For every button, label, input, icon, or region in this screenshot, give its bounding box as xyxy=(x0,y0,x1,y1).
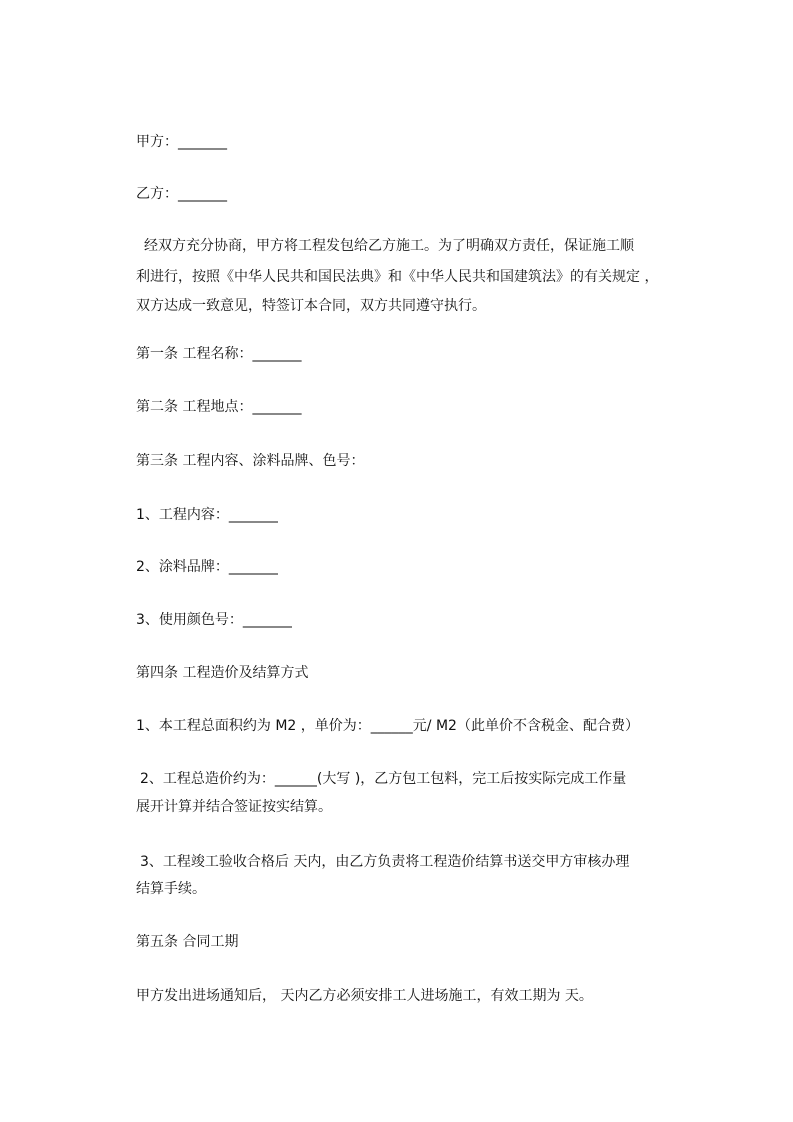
article-4-item-1: 1、本工程总面积约为 M2 ，单价为：______元/ M2（此单价不含税金、配合费） xyxy=(136,718,639,734)
article-1-project-name: 第一条 工程名称：_______ xyxy=(136,346,302,362)
preamble-line-1: 经双方充分协商，甲方将工程发包给乙方施工。为了明确双方责任，保证施工顺 xyxy=(144,238,634,254)
party-a-line: 甲方：_______ xyxy=(136,134,227,150)
article-2-project-location: 第二条 工程地点：_______ xyxy=(136,399,302,415)
article-4-item-3-line-2: 结算手续。 xyxy=(136,881,206,897)
article-3-heading: 第三条 工程内容、涂料品牌、色号： xyxy=(136,453,365,469)
article-4-item-3-line-1: 3、工程竣工验收合格后 天内，由乙方负责将工程造价结算书送交甲方审核办理 xyxy=(140,854,630,870)
article-5-body: 甲方发出进场通知后， 天内乙方必须安排工人进场施工，有效工期为 天。 xyxy=(136,988,593,1004)
party-b-line: 乙方：_______ xyxy=(136,186,227,202)
article-5-heading: 第五条 合同工期 xyxy=(136,934,239,950)
article-3-item-2: 2、涂料品牌：_______ xyxy=(136,559,278,575)
article-4-item-2-line-2: 展开计算并结合签证按实结算。 xyxy=(136,799,332,815)
article-3-item-3: 3、使用颜色号：_______ xyxy=(136,612,292,628)
preamble-line-2: 利进行，按照《中华人民共和国民法典》和《中华人民共和国建筑法》的有关规定 ， xyxy=(136,269,659,285)
article-4-heading: 第四条 工程造价及结算方式 xyxy=(136,665,309,681)
article-4-item-2-line-1: 2、工程总造价约为：______(大写 )，乙方包工包料，完工后按实际完成工作量 xyxy=(140,771,627,787)
preamble-line-3: 双方达成一致意见，特签订本合同，双方共同遵守执行。 xyxy=(136,298,486,314)
article-3-item-1: 1、工程内容：_______ xyxy=(136,507,278,523)
